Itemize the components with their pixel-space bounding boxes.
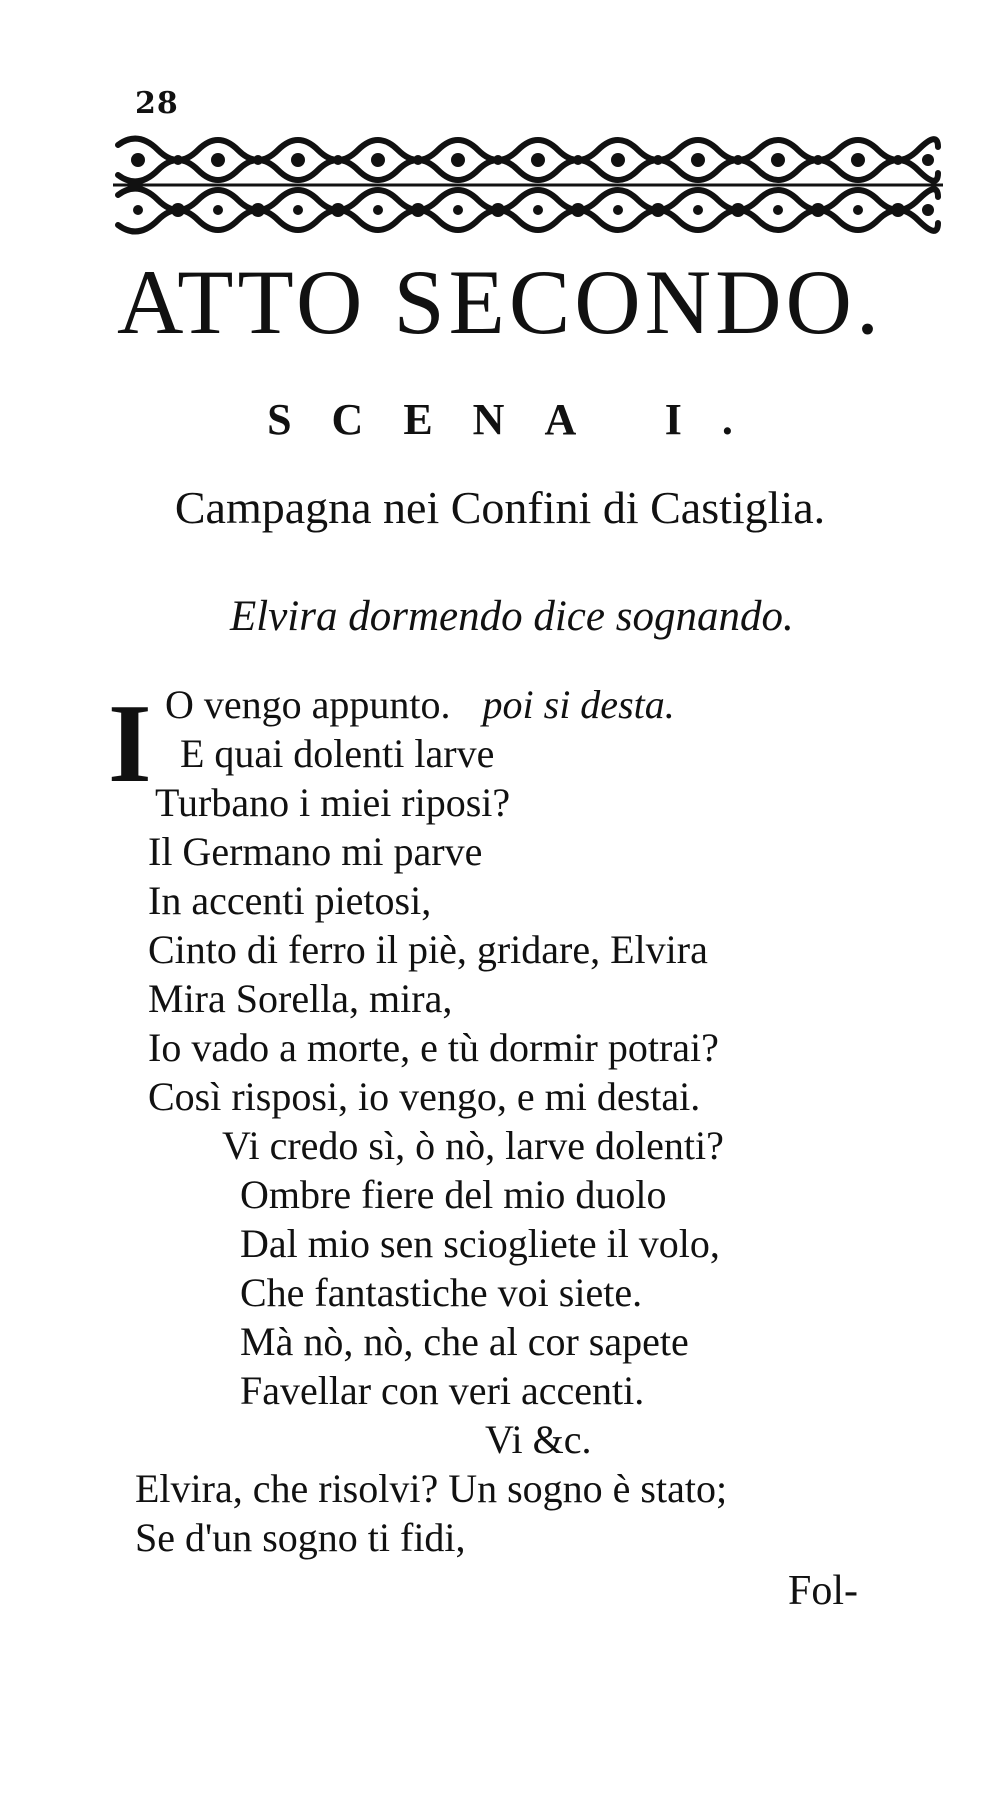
printer-ornament-band — [113, 135, 943, 235]
aria-line: Favellar con veri accenti. — [240, 1368, 645, 1413]
verse-line-text: O vengo appunto. — [165, 682, 451, 727]
aria-line: Che fantastiche voi siete. — [240, 1270, 643, 1315]
scene-setting: Campagna nei Confini di Castiglia. — [174, 482, 826, 533]
verse-line: Mira Sorella, mira, — [148, 976, 453, 1021]
page-number: 28 — [135, 86, 179, 121]
stage-direction: Elvira dormendo dice sognando. — [230, 593, 794, 640]
scene-heading: SCENA I. — [267, 395, 773, 444]
verse-line: Io vado a morte, e tù dormir potrai? — [148, 1025, 719, 1070]
verse-line: Il Germano mi parve — [148, 829, 483, 874]
aria-line: Vi credo sì, ò nò, larve dolenti? — [222, 1123, 724, 1168]
verse-line: In accenti pietosi, — [148, 878, 432, 923]
catchword: Fol- — [788, 1568, 859, 1614]
verse-line: Così risposi, io vengo, e mi destai. — [148, 1074, 701, 1119]
aria-line: Ombre fiere del mio duolo — [240, 1172, 667, 1217]
act-title: ATTO SECONDO. — [117, 251, 883, 353]
verse-line: E quai dolenti larve — [180, 731, 495, 776]
da-capo-marker: Vi &c. — [485, 1417, 592, 1462]
verse-line: Elvira, che risolvi? Un sogno è stato; — [135, 1466, 728, 1511]
verse-line: Se d'un sogno ti fidi, — [135, 1515, 466, 1560]
verse-line: Cinto di ferro il piè, gridare, Elvira — [148, 927, 708, 972]
inline-stage-direction: poi si desta. — [482, 682, 675, 727]
aria-line: Dal mio sen sciogliete il volo, — [240, 1221, 720, 1266]
verse-line — [165, 680, 675, 729]
aria-line: Mà nò, nò, che al cor sapete — [240, 1319, 689, 1364]
drop-cap: I — [108, 682, 152, 806]
verse-line: Turbano i miei riposi? — [155, 780, 511, 825]
